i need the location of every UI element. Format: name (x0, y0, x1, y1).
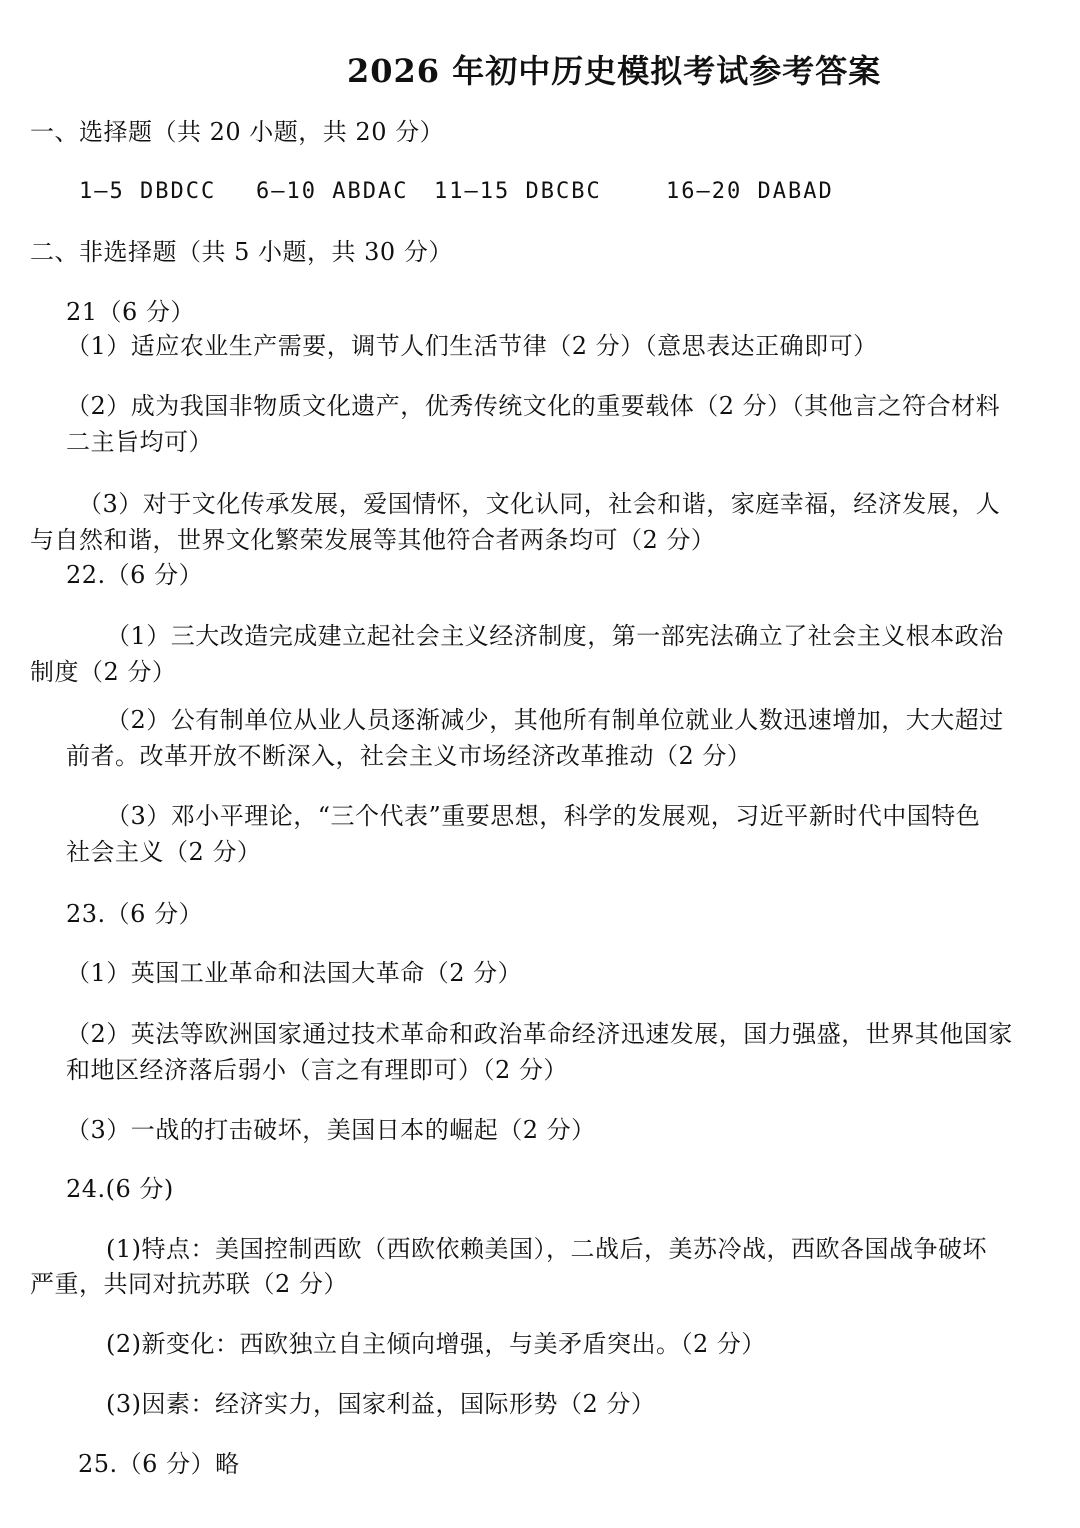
q22-answer-1-line1: （1）三大改造完成建立起社会主义经济制度，第一部宪法确立了社会主义根本政治 (106, 622, 1004, 650)
q22-answer-2-line1: （2）公有制单位从业人员逐渐减少，其他所有制单位就业人数迅速增加，大大超过 (106, 706, 1004, 734)
q21-answer-3-line1: （3）对于文化传承发展，爱国情怀，文化认同，社会和谐，家庭幸福，经济发展，人 (78, 490, 1001, 518)
q24-answer-3: (3)因素：经济实力，国家利益，国际形势（2 分） (106, 1390, 656, 1418)
section2-heading: 二、非选择题（共 5 小题，共 30 分） (30, 238, 453, 266)
q23-answer-2-line1: （2）英法等欧洲国家通过技术革命和政治革命经济迅速发展，国力强盛，世界其他国家 (66, 1020, 1013, 1048)
q24-answer-1-line1: (1)特点：美国控制西欧（西欧依赖美国），二战后，美苏冷战，西欧各国战争破坏 (106, 1235, 987, 1263)
q21-answer-1: （1）适应农业生产需要，调节人们生活节律（2 分）（意思表达正确即可） (66, 332, 878, 360)
q21-header: 21（6 分） (66, 298, 195, 326)
q22-answer-1-line2: 制度（2 分） (30, 658, 177, 686)
q25-header: 25.（6 分）略 (78, 1450, 240, 1478)
q24-answer-2: (2)新变化：西欧独立自主倾向增强，与美矛盾突出。（2 分） (106, 1330, 766, 1358)
q21-answer-2-line2: 二主旨均可） (66, 428, 213, 456)
document-title: 2026 年初中历史模拟考试参考答案 (347, 52, 882, 90)
q23-answer-2-line2: 和地区经济落后弱小（言之有理即可）（2 分） (66, 1056, 568, 1084)
q23-header: 23.（6 分） (66, 900, 204, 928)
q22-answer-2-line2: 前者。改革开放不断深入，社会主义市场经济改革推动（2 分） (66, 742, 752, 770)
q23-answer-3: （3）一战的打击破坏，美国日本的崛起（2 分） (66, 1116, 596, 1144)
q21-answer-3-line2: 与自然和谐，世界文化繁荣发展等其他符合者两条均可（2 分） (30, 526, 716, 554)
q22-answer-3-line2: 社会主义（2 分） (66, 838, 262, 866)
q24-header: 24.(6 分) (66, 1175, 174, 1203)
mc-answers-16-20: 16—20 DABAD (666, 179, 834, 204)
q21-answer-2-line1: （2）成为我国非物质文化遗产，优秀传统文化的重要载体（2 分）（其他言之符合材料 (66, 392, 1001, 420)
section1-heading: 一、选择题（共 20 小题，共 20 分） (30, 118, 445, 146)
q23-answer-1: （1）英国工业革命和法国大革命（2 分） (66, 959, 523, 987)
mc-answers-1-5: 1—5 DBDCC (79, 179, 217, 204)
q24-answer-1-line2: 严重，共同对抗苏联（2 分） (30, 1270, 348, 1298)
mc-answers-11-15: 11—15 DBCBC (434, 179, 602, 204)
q22-answer-3-line1: （3）邓小平理论，“三个代表”重要思想，科学的发展观，习近平新时代中国特色 (106, 802, 981, 830)
q22-header: 22.（6 分） (66, 561, 204, 589)
mc-answers-6-10: 6—10 ABDAC (256, 179, 409, 204)
